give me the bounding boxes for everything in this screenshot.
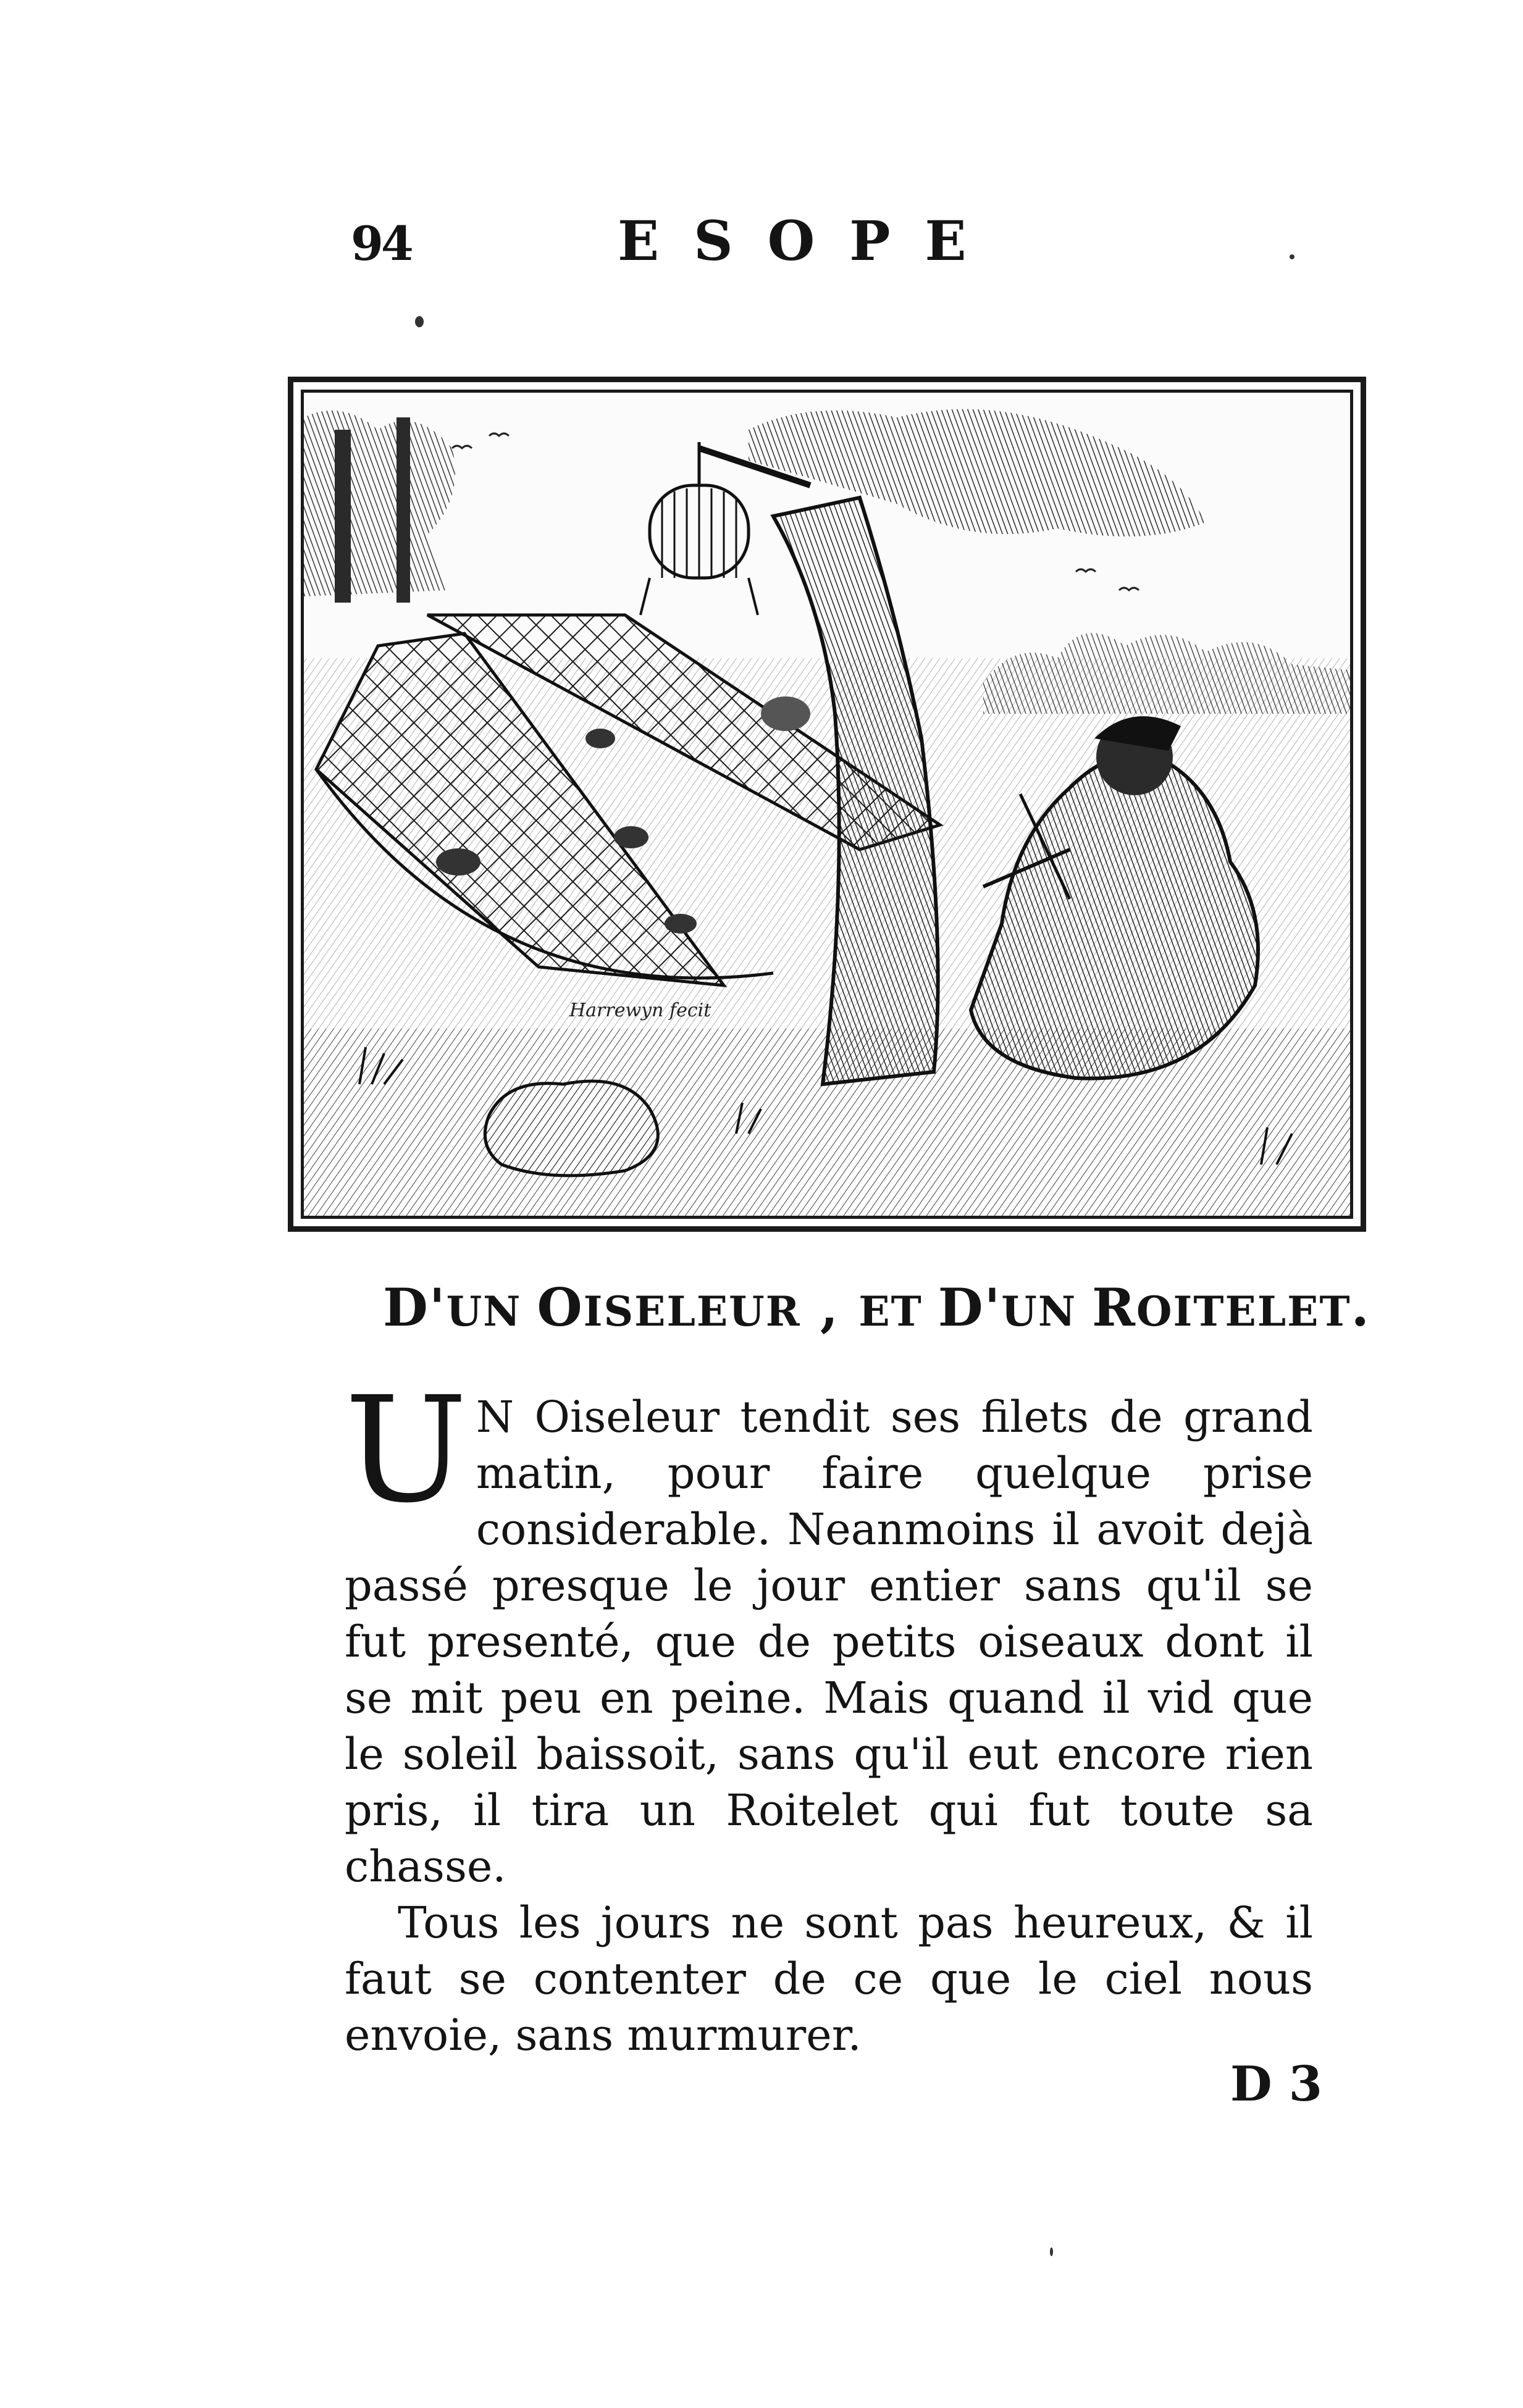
title-part: R (1092, 1277, 1136, 1338)
title-part: D' (938, 1277, 1002, 1338)
ink-speck (1050, 2247, 1053, 2256)
fable-body (345, 1365, 1313, 2063)
title-part: UN (446, 1287, 537, 1336)
drop-cap: U (345, 1365, 468, 1535)
title-part: OITELET (1136, 1287, 1351, 1336)
fable-paragraph (345, 1365, 1313, 1895)
fowler-engraving-illustration (304, 393, 1353, 1219)
engraving-plate (288, 377, 1366, 1232)
title-part: D' (383, 1277, 447, 1338)
signature-mark: D 3 (1230, 2056, 1323, 2112)
title-part: , (800, 1277, 859, 1338)
title-part: ISELEUR (583, 1287, 801, 1336)
ink-speck (415, 316, 424, 327)
page-number: 94 (351, 216, 411, 271)
ink-speck (1290, 254, 1294, 259)
engraver-signature: Harrewyn fecit (569, 1000, 711, 1021)
fable-moral: Tous les jours ne sont pas heureux, & il faut se contenter de ce que le ciel nous envoie, sans murmurer. (345, 1897, 1313, 2060)
engraving-inner-frame (301, 390, 1353, 1219)
title-part: UN (1001, 1287, 1093, 1336)
title-part: ET (858, 1287, 938, 1336)
title-part: . (1351, 1277, 1370, 1338)
fable-title (383, 1277, 1370, 1338)
paragraph-text: N Oiseleur tendit ses filets de grand matin, pour faire quelque prise considerable. Neanmoins il avoit dejà passé presque le jour entier sans qu'il se fut presenté, que de petits oiseaux dont il se mit peu en peine. Mais quand il vid que le soleil baissoit, sans qu'il eut encore rien pris, il tira un Roitelet qui fut toute sa chasse. (345, 1392, 1313, 1892)
title-part: O (537, 1277, 584, 1338)
running-title: ESOPE (618, 209, 1001, 273)
